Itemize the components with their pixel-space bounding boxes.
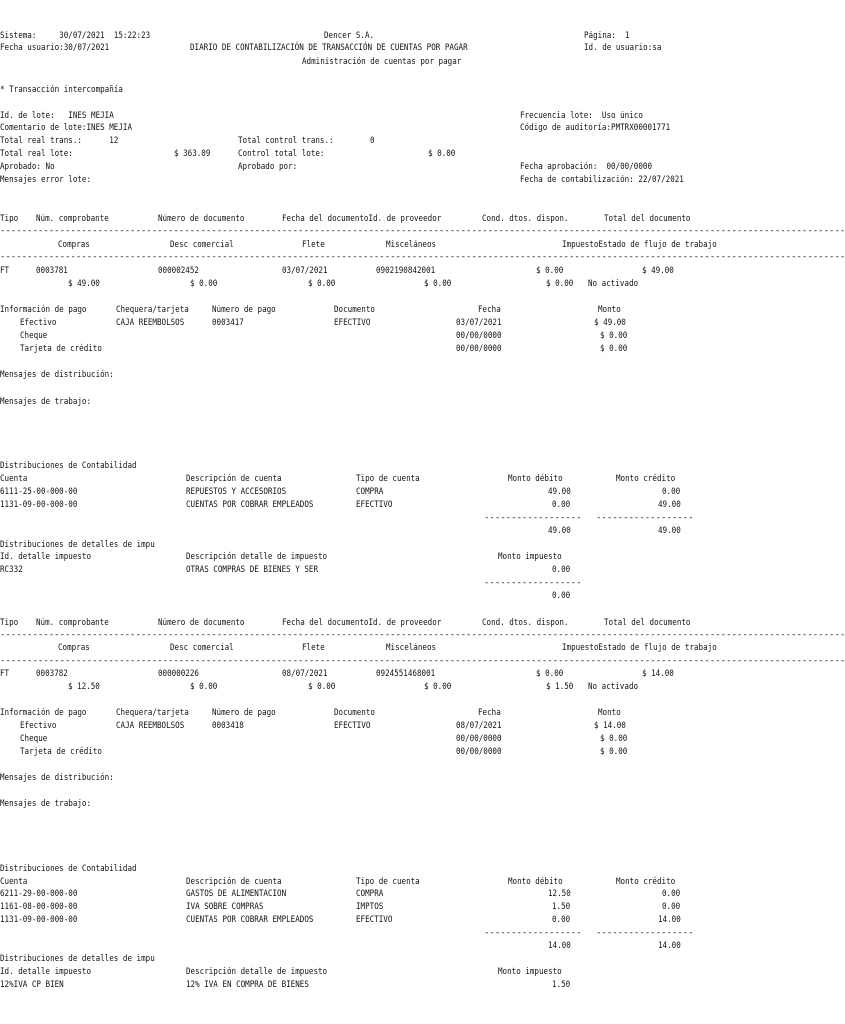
total-real-lote-value: $ 363.09 [174,149,211,159]
subtotal-rule: ------------------ [484,513,582,523]
pay-col-chequera: Chequera/tarjeta [116,305,189,315]
pay-col-info: Información de pago [0,305,87,315]
col-miscelaneos: Misceláneos [386,643,437,653]
company-name: Dencer S.A. [324,31,375,41]
intercompany-note: * Transacción intercompañía [0,85,123,95]
pay-tarjeta-monto: $ 0.00 [600,344,628,354]
trx-tipo: FT [0,266,10,276]
trx-flete: $ 0.00 [308,279,336,289]
tax-total: 0.00 [552,591,571,601]
distribution-messages: Mensajes de distribución: [0,773,114,783]
tax-col-monto: Monto impuesto [498,967,562,977]
posting-date: Fecha de contabilización: 22/07/2021 [520,175,684,185]
tax-dist-title: Distribuciones de detalles de impu [0,540,155,550]
batch-error-messages: Mensajes error lote: [0,175,92,185]
col-desc-comercial: Desc comercial [170,240,234,250]
gl-row-descripcion: IVA SOBRE COMPRAS [186,902,264,912]
col-num-comprobante: Núm. comprobante [36,214,109,224]
pay-efectivo-monto: $ 14.00 [594,721,626,731]
trx-miscelaneos: $ 0.00 [424,279,452,289]
pay-col-documento: Documento [334,708,375,718]
work-messages: Mensajes de trabajo: [0,799,92,809]
col-flete: Flete [302,643,325,653]
gl-row-tipo: EFECTIVO [356,500,393,510]
col-numero-documento: Número de documento [158,214,245,224]
col-num-comprobante: Núm. comprobante [36,618,109,628]
approved: Aprobado: No [0,162,55,172]
col-fecha-proveedor: Fecha del documentoId. de proveedor [282,214,442,224]
col-cond-dtos: Cond. dtos. dispon. [482,214,569,224]
total-real-trans: Total real trans.: 12 [0,136,119,146]
gl-row-tipo: EFECTIVO [356,915,393,925]
col-miscelaneos: Misceláneos [386,240,437,250]
gl-row-descripcion: REPUESTOS Y ACCESORIOS [186,487,287,497]
total-control-trans: Total control trans.: 0 [238,136,375,146]
trx-desc-comercial: $ 0.00 [190,279,218,289]
col-tipo: Tipo [0,618,19,628]
report-subtitle: Administración de cuentas por pagar [302,57,462,67]
col-fecha-proveedor: Fecha del documentoId. de proveedor [282,618,442,628]
pay-cheque-fecha: 00/00/0000 [456,331,502,341]
pay-col-numero: Número de pago [212,305,276,315]
col-compras: Compras [58,240,90,250]
gl-row-credito: 0.00 [662,487,681,497]
pay-col-monto: Monto [598,305,621,315]
gl-row-debito: 1.50 [552,902,571,912]
gl-col-tipo: Tipo de cuenta [356,474,420,484]
pay-documento: EFECTIVO [334,318,371,328]
system-datetime: Sistema: 30/07/2021 15:22:23 [0,31,151,41]
pay-col-numero: Número de pago [212,708,276,718]
gl-total-debito: 14.00 [548,941,571,951]
trx-compras: $ 12.50 [68,682,100,692]
trx-desc-comercial: $ 0.00 [190,682,218,692]
gl-row-descripcion: CUENTAS POR COBRAR EMPLEADOS [186,500,314,510]
tax-row-id: RC332 [0,565,23,575]
col-tipo: Tipo [0,214,19,224]
gl-col-credito: Monto crédito [616,877,676,887]
page-number: Página: 1 [584,31,630,41]
gl-row-cuenta: 1131-09-00-000-00 [0,500,78,510]
work-messages: Mensajes de trabajo: [0,397,92,407]
trx-tipo: FT [0,669,10,679]
col-compras: Compras [58,643,90,653]
subtotal-rule: ------------------ [484,578,582,588]
pay-col-monto: Monto [598,708,621,718]
pay-cheque-label: Cheque [20,331,48,341]
tax-col-descripcion: Descripción detalle de impuesto [186,967,328,977]
user-date: Fecha usuario:30/07/2021 [0,43,110,53]
gl-row-debito: 0.00 [552,915,571,925]
control-total-lote-label: Control total lote: [238,149,325,159]
gl-col-descripcion: Descripción de cuenta [186,474,282,484]
pay-chequera: CAJA REEMBOLSOS [116,721,185,731]
gl-row-cuenta: 6111-25-00-000-00 [0,487,78,497]
tax-col-monto: Monto impuesto [498,552,562,562]
gl-col-debito: Monto débito [508,474,563,484]
pay-tarjeta-fecha: 00/00/0000 [456,747,502,757]
report-title: DIARIO DE CONTABILIZACIÓN DE TRANSACCIÓN DE CUENTAS POR PAGAR [190,43,468,53]
trx-miscelaneos: $ 0.00 [424,682,452,692]
trx-estado: No activado [588,279,639,289]
gl-col-tipo: Tipo de cuenta [356,877,420,887]
pay-col-documento: Documento [334,305,375,315]
col-cond-dtos: Cond. dtos. dispon. [482,618,569,628]
trx-total: $ 14.00 [642,669,674,679]
gl-col-descripcion: Descripción de cuenta [186,877,282,887]
gl-row-tipo: IMPTOS [356,902,384,912]
pay-cheque-label: Cheque [20,734,48,744]
tax-row-descripcion: OTRAS COMPRAS DE BIENES Y SER [186,565,318,575]
gl-row-credito: 49.00 [658,500,681,510]
trx-flete: $ 0.00 [308,682,336,692]
batch-id: Id. de lote: INES MEJIA [0,111,114,121]
pay-efectivo-label: Efectivo [20,318,57,328]
trx-documento: 000002452 [158,266,199,276]
batch-comment: Comentario de lote:INES MEJIA [0,123,132,133]
col-impuesto-estado: ImpuestoEstado de flujo de trabajo [562,643,717,653]
col-flete: Flete [302,240,325,250]
trx-cond-dtos: $ 0.00 [536,669,564,679]
trx-impuesto: $ 0.00 [546,279,574,289]
gl-row-cuenta: 6211-29-00-000-00 [0,889,78,899]
trx-total: $ 49.00 [642,266,674,276]
pay-tarjeta-label: Tarjeta de crédito [20,747,102,757]
pay-documento: EFECTIVO [334,721,371,731]
gl-row-cuenta: 1161-08-00-000-00 [0,902,78,912]
gl-row-debito: 12.50 [548,889,571,899]
pay-chequera: CAJA REEMBOLSOS [116,318,185,328]
gl-col-debito: Monto débito [508,877,563,887]
gl-row-descripcion: GASTOS DE ALIMENTACION [186,889,287,899]
gl-total-credito: 14.00 [658,941,681,951]
pay-cheque-monto: $ 0.00 [600,734,628,744]
audit-code: Código de auditoría:PMTRX00001771 [520,123,671,133]
trx-fecha: 08/07/2021 [282,669,328,679]
gl-row-debito: 49.00 [548,487,571,497]
separator-line: ------------------------------------------------------------------------------------------------------------------------------------------------------------ [0,226,845,236]
pay-tarjeta-label: Tarjeta de crédito [20,344,102,354]
pay-efectivo-fecha: 08/07/2021 [456,721,502,731]
gl-dist-title: Distribuciones de Contabilidad [0,864,137,874]
tax-row-monto: 0.00 [552,565,571,575]
batch-frequency: Frecuencia lote: Uso único [520,111,643,121]
col-total-documento: Total del documento [604,214,691,224]
col-impuesto-estado: ImpuestoEstado de flujo de trabajo [562,240,717,250]
gl-col-cuenta: Cuenta [0,474,28,484]
trx-documento: 000000226 [158,669,199,679]
pay-efectivo-monto: $ 49.00 [594,318,626,328]
tax-row-descripcion: 12% IVA EN COMPRA DE BIENES [186,980,309,990]
gl-row-tipo: COMPRA [356,487,384,497]
pay-efectivo-fecha: 03/07/2021 [456,318,502,328]
approval-date: Fecha aprobación: 00/00/0000 [520,162,652,172]
tax-col-id: Id. detalle impuesto [0,967,92,977]
approved-by: Aprobado por: [238,162,298,172]
gl-row-credito: 0.00 [662,889,681,899]
trx-comprobante: 0003782 [36,669,68,679]
subtotal-rule: ------------------ [484,928,582,938]
trx-comprobante: 0003781 [36,266,68,276]
pay-tarjeta-fecha: 00/00/0000 [456,344,502,354]
separator-line: ------------------------------------------------------------------------------------------------------------------------------------------------------------ [0,630,845,640]
gl-col-credito: Monto crédito [616,474,676,484]
trx-proveedor: 0924551468001 [376,669,436,679]
gl-row-credito: 0.00 [662,902,681,912]
col-desc-comercial: Desc comercial [170,643,234,653]
pay-col-chequera: Chequera/tarjeta [116,708,189,718]
subtotal-rule: ------------------ [596,928,694,938]
pay-numero: 0003418 [212,721,244,731]
pay-cheque-fecha: 00/00/0000 [456,734,502,744]
pay-efectivo-label: Efectivo [20,721,57,731]
user-id: Id. de usuario:sa [584,43,662,53]
trx-compras: $ 49.00 [68,279,100,289]
pay-col-fecha: Fecha [478,708,501,718]
trx-fecha: 03/07/2021 [282,266,328,276]
tax-row-monto: 1.50 [552,980,571,990]
pay-numero: 0003417 [212,318,244,328]
trx-estado: No activado [588,682,639,692]
trx-proveedor: 0902190842001 [376,266,436,276]
pay-col-fecha: Fecha [478,305,501,315]
total-real-lote-label: Total real lote: [0,149,73,159]
gl-col-cuenta: Cuenta [0,877,28,887]
control-total-lote-value: $ 0.00 [428,149,456,159]
separator-line: ------------------------------------------------------------------------------------------------------------------------------------------------------------ [0,252,845,262]
gl-row-credito: 14.00 [658,915,681,925]
col-total-documento: Total del documento [604,618,691,628]
tax-row-id: 12%IVA CP BIEN [0,980,64,990]
gl-row-descripcion: CUENTAS POR COBRAR EMPLEADOS [186,915,314,925]
pay-tarjeta-monto: $ 0.00 [600,747,628,757]
gl-total-debito: 49.00 [548,526,571,536]
gl-dist-title: Distribuciones de Contabilidad [0,461,137,471]
pay-col-info: Información de pago [0,708,87,718]
pay-cheque-monto: $ 0.00 [600,331,628,341]
subtotal-rule: ------------------ [596,513,694,523]
separator-line: ------------------------------------------------------------------------------------------------------------------------------------------------------------ [0,656,845,666]
gl-total-credito: 49.00 [658,526,681,536]
trx-cond-dtos: $ 0.00 [536,266,564,276]
gl-row-tipo: COMPRA [356,889,384,899]
gl-row-debito: 0.00 [552,500,571,510]
gl-row-cuenta: 1131-09-00-000-00 [0,915,78,925]
tax-dist-title: Distribuciones de detalles de impu [0,954,155,964]
tax-col-id: Id. detalle impuesto [0,552,92,562]
trx-impuesto: $ 1.50 [546,682,574,692]
tax-col-descripcion: Descripción detalle de impuesto [186,552,328,562]
col-numero-documento: Número de documento [158,618,245,628]
distribution-messages: Mensajes de distribución: [0,370,114,380]
